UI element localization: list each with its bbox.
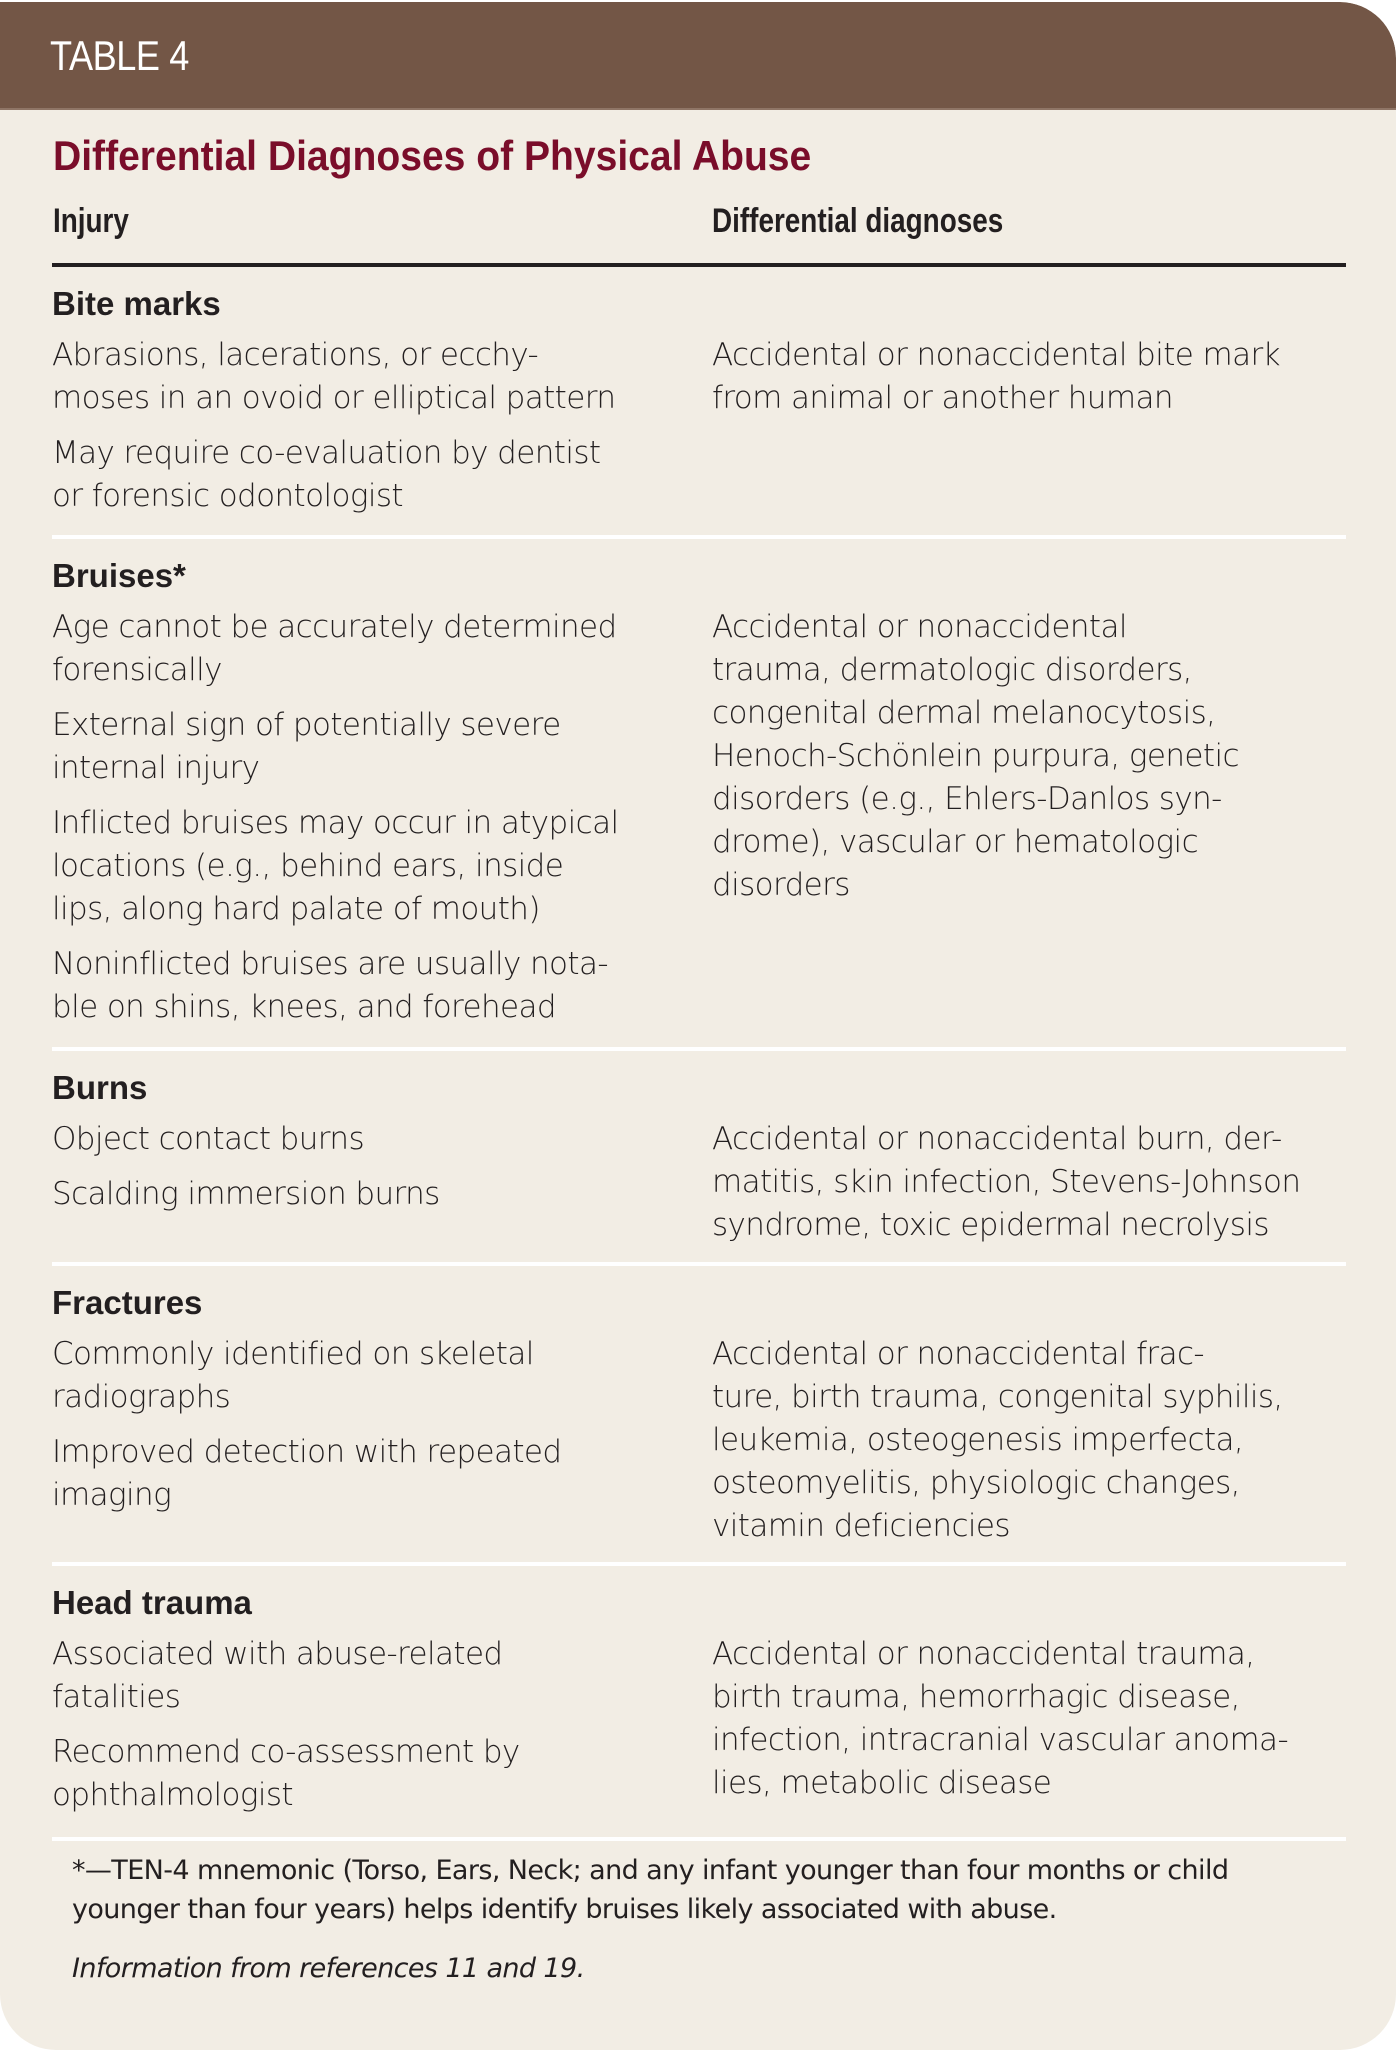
differential-text: Accidental or nonaccidental burn, der- matitis, skin infection, Stevens-Johnson syndrome, toxic epidermal necrolysis [712,1121,1301,1243]
row-injury-details [52,334,692,530]
row-divider [52,1837,1346,1841]
row-injury-title: Bite marks [52,285,221,322]
row-injury-title: Fractures [52,1284,203,1321]
injury-detail: Age cannot be accurately determined forensically [52,609,617,688]
injury-detail: Abrasions, lacerations, or ecchy- moses in an ovoid or elliptical pattern [52,337,616,416]
injury-detail: Inflicted bruises may occur in atypical locations (e.g., behind ears, inside lips, along hard palate of mouth) [52,805,619,927]
row-divider [52,1562,1346,1566]
injury-detail: External sign of potentially severe internal injury [52,707,561,786]
row-injury-title: Bruises* [52,557,186,594]
header-rule [52,263,1346,267]
row-injury-title: Head trauma [52,1584,252,1621]
differential-text: Accidental or nonaccidental bite mark from animal or another human [712,337,1280,416]
row-differential [712,606,1352,919]
table-number-label: TABLE 4 [50,32,189,79]
row-divider [52,1047,1346,1051]
differential-text: Accidental or nonaccidental trauma, birth trauma, hemorrhagic disease, infection, intracranial vascular anoma- lies, metabolic disease [712,1636,1289,1801]
injury-detail: May require co-evaluation by dentist or forensic odontologist [52,435,601,514]
row-injury-details [52,1633,692,1829]
row-injury-details [52,606,692,1041]
injury-detail: Commonly identified on skeletal radiographs [52,1336,534,1415]
injury-detail: Associated with abuse-related fatalities [52,1636,503,1715]
differential-text: Accidental or nonaccidental frac- ture, birth trauma, congenital syphilis, leukemia, osteogenesis imperfecta, osteomyelitis, physiologic changes, vitamin deficiencies [712,1336,1283,1544]
column-header-differential: Differential diagnoses [712,202,1004,240]
source-note: Information from references 11 and 19. [72,1953,585,1984]
footnote: *—TEN-4 mnemonic (Torso, Ears, Neck; and any infant younger than four months or child younger than four years) helps identify bruises likely associated with abuse. [72,1855,1229,1925]
injury-detail: Object contact burns [52,1121,365,1157]
injury-detail: Improved detection with repeated imaging [52,1434,562,1513]
row-differential [712,1633,1352,1817]
row-injury-title: Burns [52,1069,148,1106]
column-header-injury: Injury [53,202,129,240]
row-injury-details [52,1118,692,1228]
row-differential [712,1333,1352,1560]
row-differential [712,334,1352,432]
row-divider [52,1262,1346,1266]
row-injury-details [52,1333,692,1529]
injury-detail: Recommend co-assessment by ophthalmologist [52,1734,520,1813]
row-differential [712,1118,1352,1259]
table-card [0,2,1396,2050]
injury-detail: Scalding immersion burns [52,1176,440,1212]
injury-detail: Noninflicted bruises are usually nota- ble on shins, knees, and forehead [52,946,608,1025]
table-header-band [0,2,1396,110]
row-divider [52,535,1346,539]
differential-text: Accidental or nonaccidental trauma, dermatologic disorders, congenital dermal melanocytosis, Henoch-Schönlein purpura, genetic disorders (e.g., Ehlers-Danlos syn- drome), vascular or hematologic disorders [712,609,1239,903]
table-title: Differential Diagnoses of Physical Abuse [53,132,812,179]
